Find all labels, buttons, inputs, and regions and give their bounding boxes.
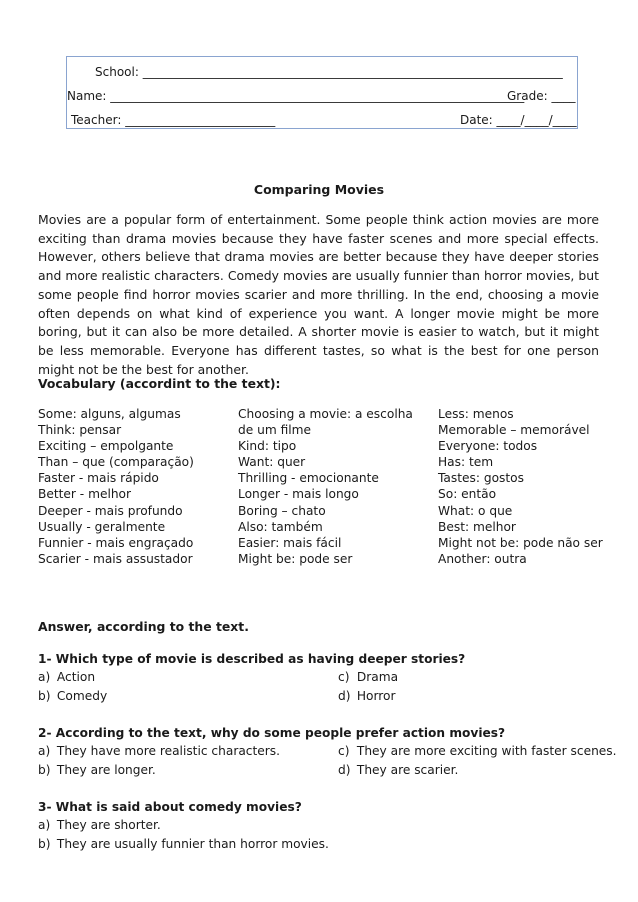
vocab-item: Easier: mais fácil — [238, 535, 342, 550]
vocab-item: Might be: pode ser — [238, 551, 353, 566]
vocab-item: Best: melhor — [438, 519, 516, 534]
vocab-item: Better - melhor — [38, 487, 132, 502]
vocabulary-heading: Vocabulary (accordint to the text): — [38, 376, 281, 391]
vocab-item: Has: tem — [438, 455, 494, 470]
vocab-item: Tastes: gostos — [438, 471, 524, 486]
question-1: 1- Which type of movie is described as having deeper stories? — [38, 652, 466, 666]
q2-option-a[interactable] — [38, 744, 280, 758]
vocab-item: Think: pensar — [38, 423, 122, 438]
option-text: Comedy — [56, 689, 108, 703]
option-letter: d) — [338, 689, 351, 703]
q1-option-b[interactable] — [38, 689, 107, 703]
q1-option-a[interactable] — [38, 670, 95, 684]
vocab-item: Boring – chato — [238, 503, 326, 518]
vocabulary-column-1 — [38, 406, 194, 567]
vocab-item: Choosing a movie: a escolha — [238, 407, 413, 421]
vocab-item: Everyone: todos — [438, 439, 538, 454]
option-text: They are more exciting with faster scenes. — [356, 744, 617, 758]
option-letter: a) — [38, 744, 51, 758]
option-letter: a) — [38, 818, 51, 832]
option-text: They have more realistic characters. — [56, 744, 281, 758]
q3-option-a[interactable] — [38, 818, 161, 832]
vocab-item: What: o que — [438, 503, 513, 518]
option-letter: c) — [338, 744, 350, 758]
student-info-box — [66, 56, 578, 129]
option-letter: c) — [338, 670, 350, 684]
vocab-item: Thrilling - emocionante — [238, 471, 379, 486]
option-text: Horror — [356, 689, 396, 703]
option-letter: b) — [38, 763, 51, 777]
question-3: 3- What is said about comedy movies? — [38, 800, 302, 814]
vocab-item: Usually - geralmente — [38, 519, 166, 534]
vocabulary-column-3 — [438, 406, 603, 567]
option-text: They are scarier. — [356, 763, 459, 777]
q3-option-b[interactable] — [38, 837, 329, 851]
date-field[interactable]: Date: ____/____/____ — [460, 113, 577, 127]
q2-option-c[interactable] — [338, 744, 617, 758]
name-field[interactable]: Name: _____________________________________________________________________ — [67, 89, 525, 103]
option-letter: b) — [38, 689, 51, 703]
vocab-item: Faster - mais rápido — [38, 471, 159, 486]
option-text: They are usually funnier than horror movies. — [56, 837, 329, 851]
option-letter: d) — [338, 763, 351, 777]
vocab-item: Deeper - mais profundo — [38, 503, 183, 518]
vocab-item: Memorable – memorável — [438, 423, 590, 438]
reading-title: Comparing Movies — [253, 182, 385, 197]
vocab-item: Longer - mais longo — [238, 487, 359, 502]
teacher-field[interactable]: Teacher: _________________________ — [71, 113, 276, 127]
question-2: 2- According to the text, why do some people prefer action movies? — [38, 726, 506, 740]
option-text: They are longer. — [56, 763, 156, 777]
option-text: Drama — [356, 670, 399, 684]
vocab-item: Funnier - mais engraçado — [38, 535, 194, 550]
q2-option-b[interactable] — [38, 763, 156, 777]
grade-field[interactable]: Grade: ____ — [507, 89, 576, 103]
vocab-item: Exciting – empolgante — [38, 439, 174, 454]
option-text: They are shorter. — [56, 818, 161, 832]
vocab-item: Kind: tipo — [238, 439, 297, 454]
vocab-item: Another: outra — [438, 551, 527, 566]
option-letter: a) — [38, 670, 51, 684]
q1-option-c[interactable] — [338, 670, 398, 684]
vocab-item: Might not be: pode não ser — [438, 535, 603, 550]
q2-option-d[interactable] — [338, 763, 458, 777]
vocab-item: Want: quer — [238, 455, 306, 470]
option-letter: b) — [38, 837, 51, 851]
vocab-item: Less: menos — [438, 407, 514, 421]
q1-option-d[interactable] — [338, 689, 396, 703]
reading-paragraph: Movies are a popular form of entertainment. Some people think action movies are more exciting than drama movies because they have faster scenes and more special effects. However, others believe that drama movies are better because they have deeper stories and more realistic characters. Comedy movies are usually funnier than horror movies, but some people find horror movies scarier and more thrilling. In the end, choosing a movie often depends on what kind of experience you want. A longer movie might be more boring, but it can also be more detailed. A shorter movie is easier to watch, but it might be less memorable. Everyone has different tastes, so what is the best for one person might not be the best for another. — [38, 212, 599, 377]
school-field[interactable]: School: ______________________________________________________________________ — [95, 65, 563, 79]
vocab-item: Scarier - mais assustador — [38, 551, 193, 566]
vocab-item: Than – que (comparação) — [38, 455, 194, 470]
vocab-item: de um filme — [238, 423, 312, 438]
answer-heading: Answer, according to the text. — [38, 619, 249, 634]
option-text: Action — [56, 670, 96, 684]
vocab-item: So: então — [438, 487, 497, 502]
vocab-item: Also: também — [238, 519, 323, 534]
vocabulary-column-2 — [238, 406, 413, 567]
vocab-item: Some: alguns, algumas — [38, 407, 181, 421]
